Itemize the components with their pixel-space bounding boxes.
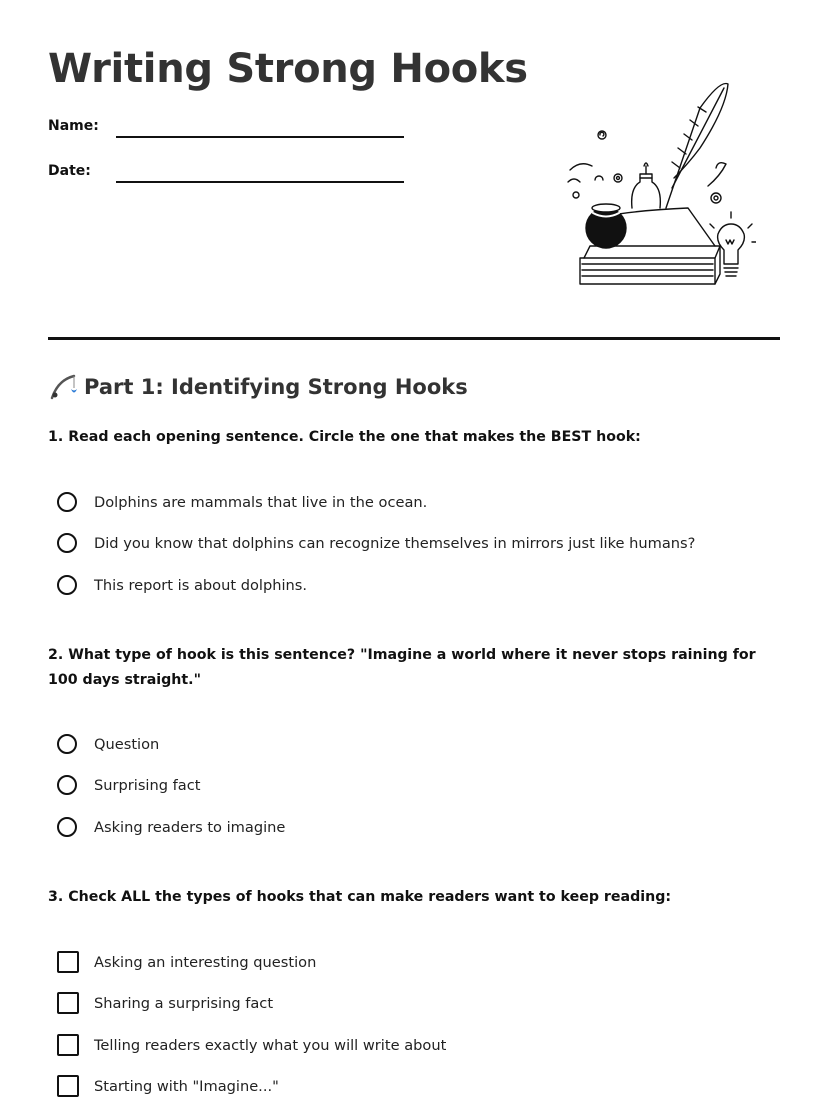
radio-button[interactable] [57,734,77,754]
q1-option-3[interactable] [57,575,307,595]
q2-option-1[interactable] [57,734,159,754]
date-field[interactable] [48,163,114,179]
option-label: Surprising fact [94,776,201,794]
q1-option-2[interactable] [57,533,695,553]
q1-option-1[interactable] [57,492,427,512]
question-3: 3. Check ALL the types of hooks that can make readers want to keep reading: [48,889,672,905]
option-label: Question [94,735,160,753]
option-label: Did you know that dolphins can recognize themselves in mirrors just like humans? [94,534,696,552]
name-label: Name: [48,118,99,134]
option-label: Starting with "Imagine..." [94,1077,279,1095]
name-input-line[interactable] [116,136,404,138]
radio-button[interactable] [57,533,77,553]
q3-option-3[interactable] [57,1034,446,1056]
date-input-line[interactable] [116,181,404,183]
fishing-rod-icon [48,372,78,402]
radio-button[interactable] [57,575,77,595]
page-title: Writing Strong Hooks [48,46,528,92]
question-2: 2. What type of hook is this sentence? "Imagine a world where it never stops raining for 100 days straight." [48,647,756,688]
checkbox[interactable] [57,1034,79,1056]
checkbox[interactable] [57,992,79,1014]
option-label: Asking an interesting question [94,953,317,971]
option-label: Dolphins are mammals that live in the ocean. [94,493,428,511]
date-label: Date: [48,163,91,179]
q2-option-3[interactable] [57,817,285,837]
name-field[interactable] [48,118,114,134]
section-divider [48,337,780,340]
q3-option-2[interactable] [57,992,273,1014]
checkbox[interactable] [57,951,79,973]
part-1-heading-text: Part 1: Identifying Strong Hooks [84,375,468,399]
radio-button[interactable] [57,817,77,837]
q3-option-1[interactable] [57,951,316,973]
option-label: This report is about dolphins. [94,576,308,594]
q3-option-4[interactable] [57,1075,279,1097]
checkbox[interactable] [57,1075,79,1097]
radio-button[interactable] [57,492,77,512]
option-label: Telling readers exactly what you will write about [94,1036,447,1054]
option-label: Sharing a surprising fact [94,994,274,1012]
radio-button[interactable] [57,775,77,795]
quill-ink-books-illustration [560,78,756,290]
option-label: Asking readers to imagine [94,818,286,836]
q2-option-2[interactable] [57,775,200,795]
question-1: 1. Read each opening sentence. Circle the one that makes the BEST hook: [48,429,641,445]
part-1-heading [48,372,468,402]
